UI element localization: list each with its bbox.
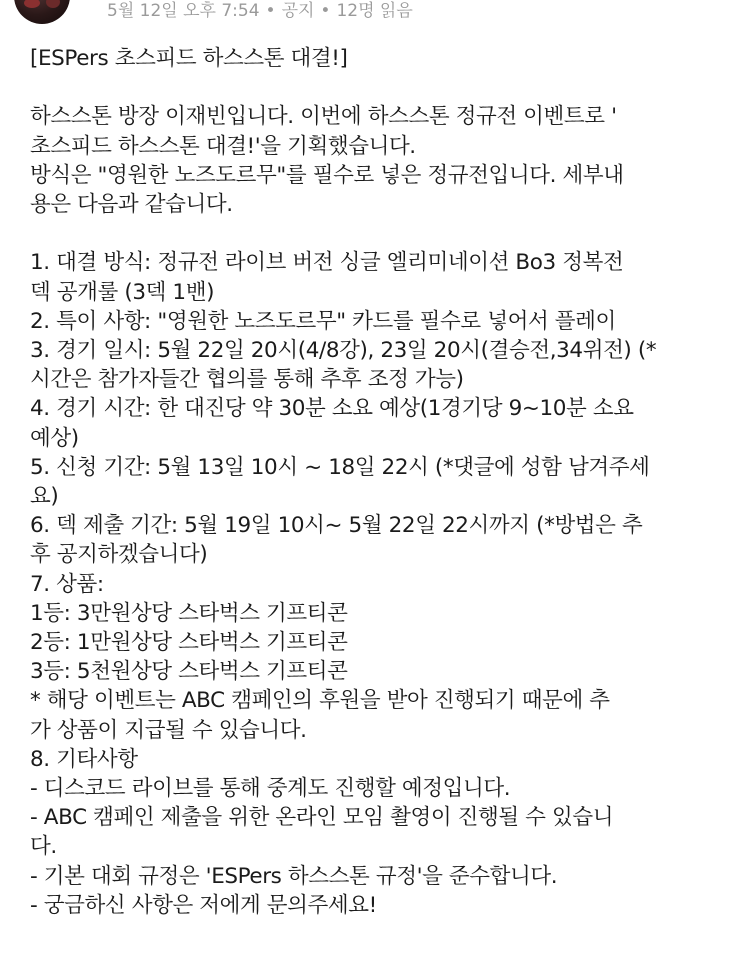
post-body	[30, 44, 730, 920]
etc-line: - 기본 대회 규정은 'ESPers 하스스톤 규정'을 준수합니다.	[30, 863, 558, 889]
meta-separator: •	[320, 1, 331, 21]
author-avatar[interactable]	[14, 0, 70, 24]
detail-line: 8. 기타사항	[30, 746, 138, 772]
etc-line: 다.	[30, 834, 57, 860]
prize-line: 2등: 1만원상당 스타벅스 기프티콘	[30, 630, 348, 656]
meta-separator: •	[265, 1, 276, 21]
intro-line: 용은 다음과 같습니다.	[30, 192, 233, 217]
detail-line: 3. 경기 일시: 5월 22일 20시(4/8강), 23일 20시(결승전,34위전) (*	[30, 338, 657, 363]
detail-line: 가 상품이 지급될 수 있습니다.	[30, 717, 307, 743]
avatar-detail	[46, 0, 60, 8]
read-count[interactable]: 12명 읽음	[336, 1, 413, 21]
detail-line: 5. 신청 기간: 5월 13일 10시 ~ 18일 22시 (*댓글에 성함 남겨주세	[30, 454, 650, 480]
detail-line: 시간은 참가자들간 협의를 통해 추후 조정 가능)	[30, 367, 464, 393]
prize-line: 3등: 5천원상당 스타벅스 기프티콘	[30, 659, 348, 685]
detail-line: 7. 상품:	[30, 571, 104, 597]
detail-line: 덱 공개룰 (3덱 1밴)	[30, 279, 215, 305]
detail-line: 2. 특이 사항: "영원한 노즈도르무" 카드를 필수로 넣어서 플레이	[30, 308, 616, 334]
detail-line: 예상)	[30, 425, 79, 451]
prize-line: 1등: 3만원상당 스타벅스 기프티콘	[30, 600, 348, 626]
intro-line: 하스스톤 방장 이재빈입니다. 이번에 하스스톤 정규전 이벤트로 '	[30, 104, 617, 130]
etc-line: - 디스코드 라이브를 통해 중계도 진행할 예정입니다.	[30, 776, 511, 802]
post-timestamp: 5월 12일 오후 7:54	[107, 1, 260, 21]
blank-line	[30, 73, 730, 102]
avatar-detail	[24, 0, 40, 8]
detail-line: 6. 덱 제출 기간: 5월 19일 10시~ 5월 22일 22시까지 (*방법은 추	[30, 513, 643, 539]
detail-line: 4. 경기 시간: 한 대진당 약 30분 소요 예상(1경기당 9~10분 소요	[30, 396, 634, 422]
post-header	[0, 0, 742, 26]
etc-line: - 궁금하신 사항은 저에게 문의주세요!	[30, 892, 377, 918]
intro-line: 초스피드 하스스톤 대결!'을 기획했습니다.	[30, 133, 416, 159]
intro-line: 방식은 "영원한 노즈도르무"를 필수로 넣은 정규전입니다. 세부내	[30, 162, 624, 188]
detail-line: 요)	[30, 484, 59, 510]
post-title: [ESPers 초스피드 하스스톤 대결!]	[30, 46, 348, 71]
detail-line: 후 공지하겠습니다)	[30, 542, 208, 568]
notice-label: 공지	[281, 1, 315, 21]
etc-line: - ABC 캠페인 제출을 위한 온라인 모임 촬영이 진행될 수 있습니	[30, 805, 614, 831]
post-meta	[107, 0, 413, 24]
detail-line: * 해당 이벤트는 ABC 캠페인의 후원을 받아 진행되기 때문에 추	[30, 688, 610, 714]
detail-line: 1. 대결 방식: 정규전 라이브 버전 싱글 엘리미네이션 Bo3 정복전	[30, 250, 624, 276]
blank-line	[30, 219, 730, 248]
